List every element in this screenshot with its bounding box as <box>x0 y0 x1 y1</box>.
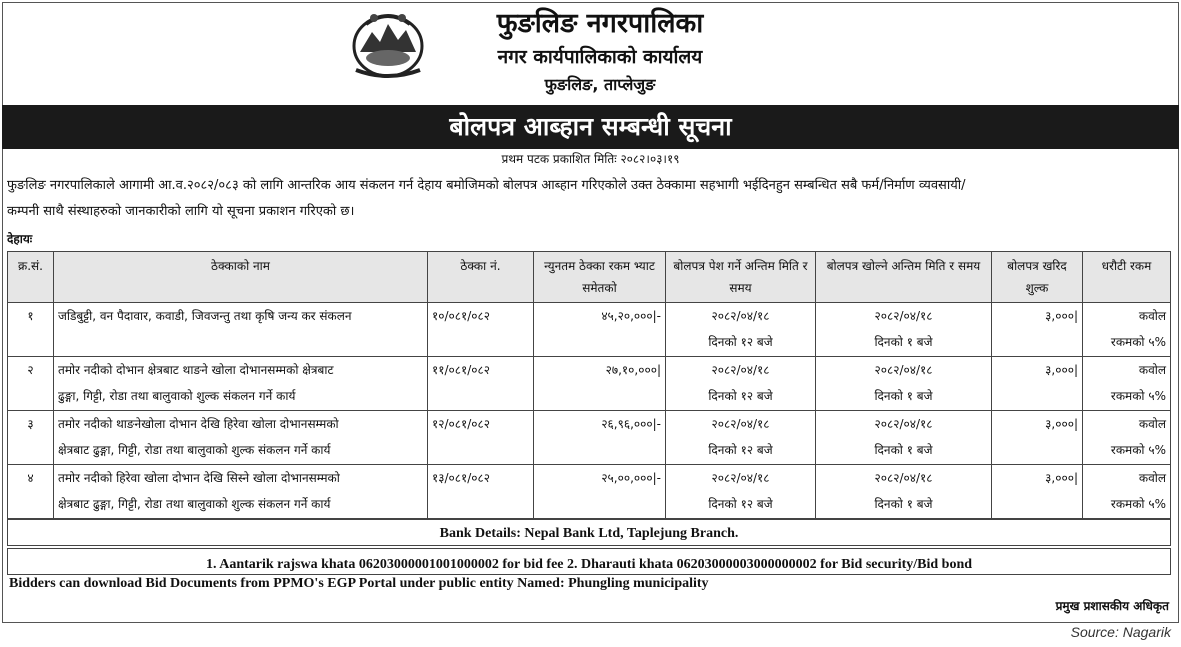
date: २०८२/०४/१८ <box>711 363 770 377</box>
cell-fee: ३,०००| <box>992 465 1083 519</box>
name-line: तमोर नदीको हिरेवा खोला दोभान देखि सिस्ने खोला दोभानसम्मको <box>58 471 340 485</box>
date: २०८२/०४/१८ <box>874 471 933 485</box>
deposit-line: रकमको ५% <box>1110 497 1166 511</box>
deposit-line: कवोल <box>1138 309 1166 323</box>
cell-fee: ३,०००| <box>992 411 1083 465</box>
notice-header <box>0 0 1181 104</box>
date: २०८२/०४/१८ <box>711 417 770 431</box>
date: २०८२/०४/१८ <box>874 417 933 431</box>
cell-amount: ४५,२०,०००|- <box>534 303 666 357</box>
cell-opening <box>816 303 992 357</box>
cell-name <box>54 465 428 519</box>
deposit-line: रकमको ५% <box>1110 389 1166 403</box>
details-label: देहायः <box>7 232 33 246</box>
cell-deposit <box>1083 411 1171 465</box>
cell-opening <box>816 465 992 519</box>
municipality-name: फुङलिङ नगरपालिका <box>496 8 704 39</box>
cell-name <box>54 303 428 357</box>
cell-submission <box>666 465 816 519</box>
cell-sn: १ <box>8 303 54 357</box>
office-name: नगर कार्यपालिकाको कार्यालय <box>497 46 703 68</box>
cell-opening <box>816 411 992 465</box>
name-line: तमोर नदीको थाङनेखोला दोभान देखि हिरेवा खोला दोभानसम्मको <box>58 417 339 431</box>
intro-paragraph <box>7 173 1177 225</box>
table-header-row <box>8 252 1171 303</box>
cell-fee: ३,०००| <box>992 357 1083 411</box>
notice-title: बोलपत्र आब्हान सम्बन्धी सूचना <box>2 105 1179 149</box>
name-line: क्षेत्रबाट ढुङ्गा, गिट्टी, रोडा तथा बालुवाको शुल्क संकलन गर्ने कार्य <box>58 443 331 457</box>
cell-submission <box>666 357 816 411</box>
cell-name <box>54 411 428 465</box>
date: २०८२/०४/१८ <box>711 471 770 485</box>
source-credit: Source: Nagarik <box>1070 624 1171 640</box>
header-opening: बोलपत्र खोल्ने अन्तिम मिति र समय <box>816 252 992 303</box>
header-submission: बोलपत्र पेश गर्ने अन्तिम मिति र समय <box>666 252 816 303</box>
cell-contract-no: १२/०८१/०८२ <box>428 411 534 465</box>
cell-name <box>54 357 428 411</box>
date: २०८२/०४/१८ <box>711 309 770 323</box>
cell-contract-no: ११/०८१/०८२ <box>428 357 534 411</box>
publication-date: प्रथम पटक प्रकाशित मितिः २०८२।०३।१९ <box>501 152 680 166</box>
bids-table <box>7 251 1171 519</box>
date: २०८२/०४/१८ <box>874 363 933 377</box>
name-line: तमोर नदीको दोभान क्षेत्रबाट थाङने खोला दोभानसम्मको क्षेत्रबाट <box>58 363 334 377</box>
intro-line: कम्पनी साथै संस्थाहरुको जानकारीको लागि यो सूचना प्रकाशन गरिएको छ। <box>7 204 355 219</box>
date: २०८२/०४/१८ <box>874 309 933 323</box>
header-fee: बोलपत्र खरिद शुल्क <box>992 252 1083 303</box>
deposit-line: कवोल <box>1138 417 1166 431</box>
cell-sn: ४ <box>8 465 54 519</box>
cell-contract-no: १०/०८१/०८२ <box>428 303 534 357</box>
office-address: फुङलिङ, ताप्लेजुङ <box>544 75 656 94</box>
cell-amount: २६,९६,०००|- <box>534 411 666 465</box>
cell-sn: ३ <box>8 411 54 465</box>
deposit-line: रकमको ५% <box>1110 335 1166 349</box>
bank-details: Bank Details: Nepal Bank Ltd, Taplejung Branch. <box>7 519 1171 546</box>
cell-opening <box>816 357 992 411</box>
organization-title <box>450 6 750 98</box>
time: दिनको १ बजे <box>874 389 933 403</box>
deposit-line: रकमको ५% <box>1110 443 1166 457</box>
cell-contract-no: १३/०८१/०८२ <box>428 465 534 519</box>
name-line: क्षेत्रबाट ढुङ्गा, गिट्टी, रोडा तथा बालुवाको शुल्क संकलन गर्ने कार्य <box>58 497 331 511</box>
time: दिनको १२ बजे <box>708 389 773 403</box>
cell-fee: ३,०००| <box>992 303 1083 357</box>
table-row <box>8 411 1171 465</box>
deposit-line: कवोल <box>1138 471 1166 485</box>
table-row <box>8 303 1171 357</box>
table-row <box>8 465 1171 519</box>
account-details: 1. Aantarik rajswa khata 06203000001001000002 for bid fee 2. Dharauti khata 06203000003000000002 for Bid security/Bid bond <box>7 548 1171 575</box>
time: दिनको १२ बजे <box>708 497 773 511</box>
cell-submission <box>666 411 816 465</box>
time: दिनको १ बजे <box>874 443 933 457</box>
time: दिनको १२ बजे <box>708 335 773 349</box>
deposit-line: कवोल <box>1138 363 1166 377</box>
cell-amount: २७,१०,०००| <box>534 357 666 411</box>
header-amount: न्युनतम ठेक्का रकम भ्याट समेतको <box>534 252 666 303</box>
time: दिनको १ बजे <box>874 335 933 349</box>
time: दिनको १२ बजे <box>708 443 773 457</box>
time: दिनको १ बजे <box>874 497 933 511</box>
cell-submission <box>666 303 816 357</box>
name-line: ढुङ्गा, गिट्टी, रोडा तथा बालुवाको शुल्क संकलन गर्ने कार्य <box>58 389 296 403</box>
table-row <box>8 357 1171 411</box>
cell-amount: २५,००,०००|- <box>534 465 666 519</box>
signatory: प्रमुख प्रशासकीय अधिकृत <box>1055 599 1169 613</box>
header-name: ठेक्काको नाम <box>54 252 428 303</box>
cell-deposit <box>1083 303 1171 357</box>
cell-deposit <box>1083 465 1171 519</box>
nepal-emblem-icon <box>346 6 430 82</box>
intro-line: फुङलिङ नगरपालिकाले आगामी आ.व.२०८२/०८३ को लागि आन्तरिक आय संकलन गर्न देहाय बमोजिमको बोलपत्र आब्हान गरिएकोले उक्त ठेक्कामा सहभागी भईदिनहुन सम्बन्धित सबै फर्म/निर्माण व्यवसायी/ <box>7 178 966 193</box>
header-contract-no: ठेक्का नं. <box>428 252 534 303</box>
bidders-note: Bidders can download Bid Documents from PPMO's EGP Portal under public entity Named: Phungling municipality <box>9 576 709 591</box>
name-line: जडिबुट्टी, वन पैदावार, कवाडी, जिवजन्तु तथा कृषि जन्य कर संकलन <box>58 309 352 323</box>
header-deposit: धरौटी रकम <box>1083 252 1171 303</box>
cell-sn: २ <box>8 357 54 411</box>
cell-deposit <box>1083 357 1171 411</box>
header-sn: क्र.सं. <box>8 252 54 303</box>
